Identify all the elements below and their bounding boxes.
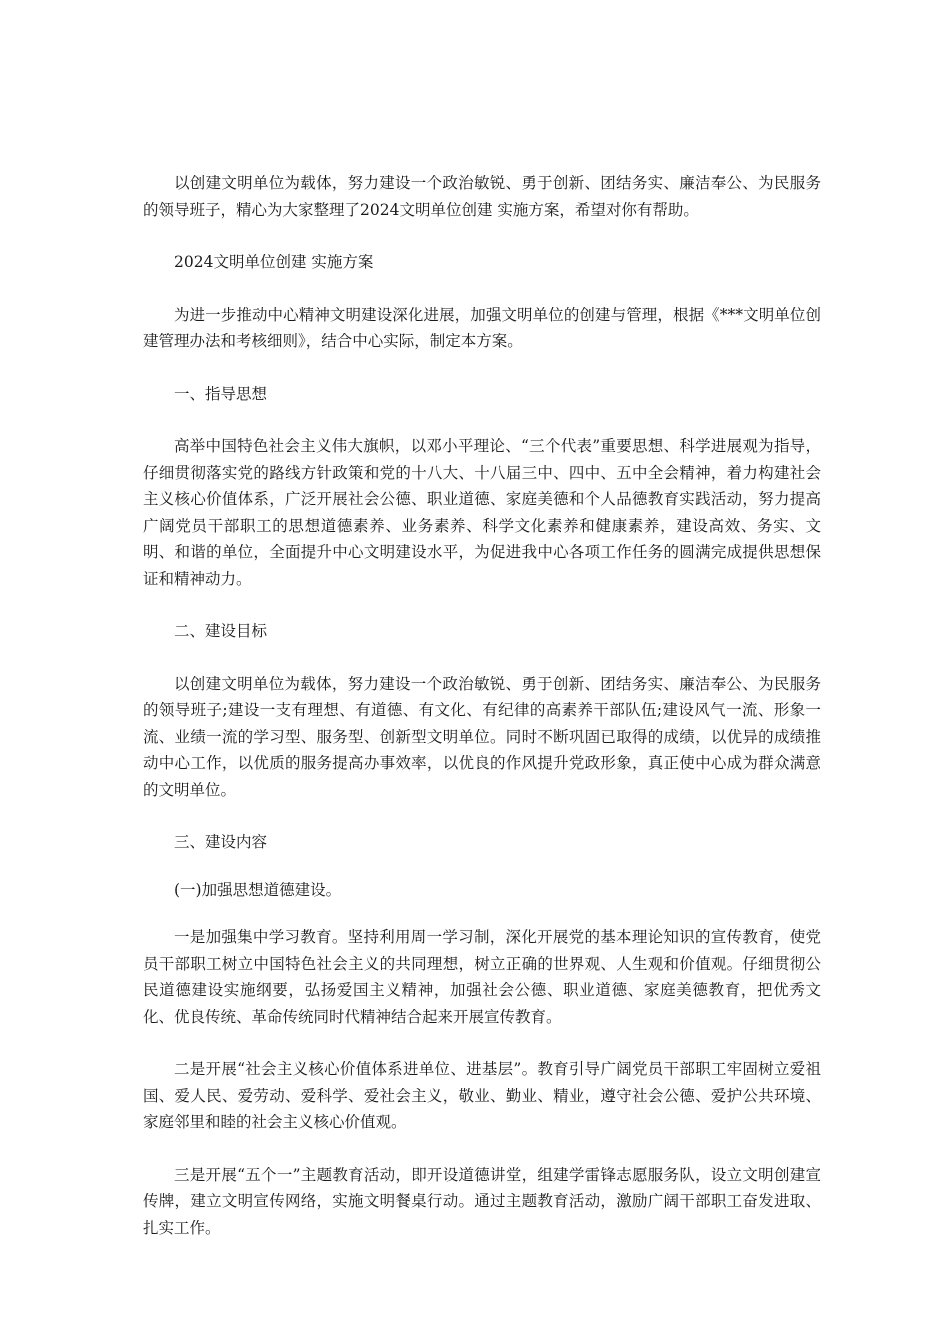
intro-paragraph: 以创建文明单位为载体，努力建设一个政治敏锐、勇于创新、团结务实、廉洁奉公、为民服务的领导班子，精心为大家整理了2024文明单位创建 实施方案，希望对你有帮助。	[143, 174, 821, 219]
document-title: 2024文明单位创建 实施方案	[174, 253, 374, 271]
section1-heading: 一、指导思想	[174, 384, 268, 403]
section1-body: 高举中国特色社会主义伟大旗帜，以邓小平理论、“三个代表”重要思想、科学进展观为指导，仔细贯彻落实党的路线方针政策和党的十八大、十八届三中、四中、五中全会精神，着力构建社会主义核心价值体系，广泛开展社会公德、职业道德、家庭美德和个人品德教育实践活动，努力提高广阔党员干部职工的思想道德素养、业务素养、科学文化素养和健康素养，建设高效、务实、文明、和谐的单位，全面提升中心文明建设水平，为促进我中心各项工作任务的圆满完成提供思想保证和精神动力。	[143, 437, 821, 588]
item2-paragraph: 二是开展“社会主义核心价值体系进单位、进基层”。教育引导广阔党员干部职工牢固树立爱祖国、爱人民、爱劳动、爱科学、爱社会主义，敬业、勤业、精业，遵守社会公德、爱护公共环境、家庭邻里和睦的社会主义核心价值观。	[143, 1060, 821, 1131]
preface-paragraph: 为进一步推动中心精神文明建设深化进展，加强文明单位的创建与管理，根据《***文明单位创建管理办法和考核细则》，结合中心实际，制定本方案。	[143, 305, 821, 350]
subsection1-heading: (一)加强思想道德建设。	[174, 880, 342, 899]
section3-heading: 三、建设内容	[174, 833, 268, 851]
item1-paragraph: 一是加强集中学习教育。坚持利用周一学习制，深化开展党的基本理论知识的宣传教育，使党员干部职工树立中国特色社会主义的共同理想，树立正确的世界观、人生观和价值观。仔细贯彻公民道德建设实施纲要，弘扬爱国主义精神，加强社会公德、职业道德、家庭美德教育，把优秀文化、优良传统、革命传统同时代精神结合起来开展宣传教育。	[143, 928, 821, 1026]
item3-paragraph: 三是开展“五个一”主题教育活动，即开设道德讲堂，组建学雷锋志愿服务队，设立文明创建宣传牌，建立文明宣传网络，实施文明餐桌行动。通过主题教育活动，激励广阔干部职工奋发进取、扎实工作。	[143, 1165, 821, 1237]
section2-heading: 二、建设目标	[174, 622, 268, 640]
document-page	[143, 170, 821, 1241]
section2-body: 以创建文明单位为载体，努力建设一个政治敏锐、勇于创新、团结务实、廉洁奉公、为民服务的领导班子;建设一支有理想、有道德、有文化、有纪律的高素养干部队伍;建设风气一流、形象一流、业绩一流的学习型、服务型、创新型文明单位。同时不断巩固已取得的成绩，以优异的成绩推动中心工作，以优质的服务提高办事效率，以优良的作风提升党政形象，真正使中心成为群众满意的文明单位。	[143, 674, 821, 799]
